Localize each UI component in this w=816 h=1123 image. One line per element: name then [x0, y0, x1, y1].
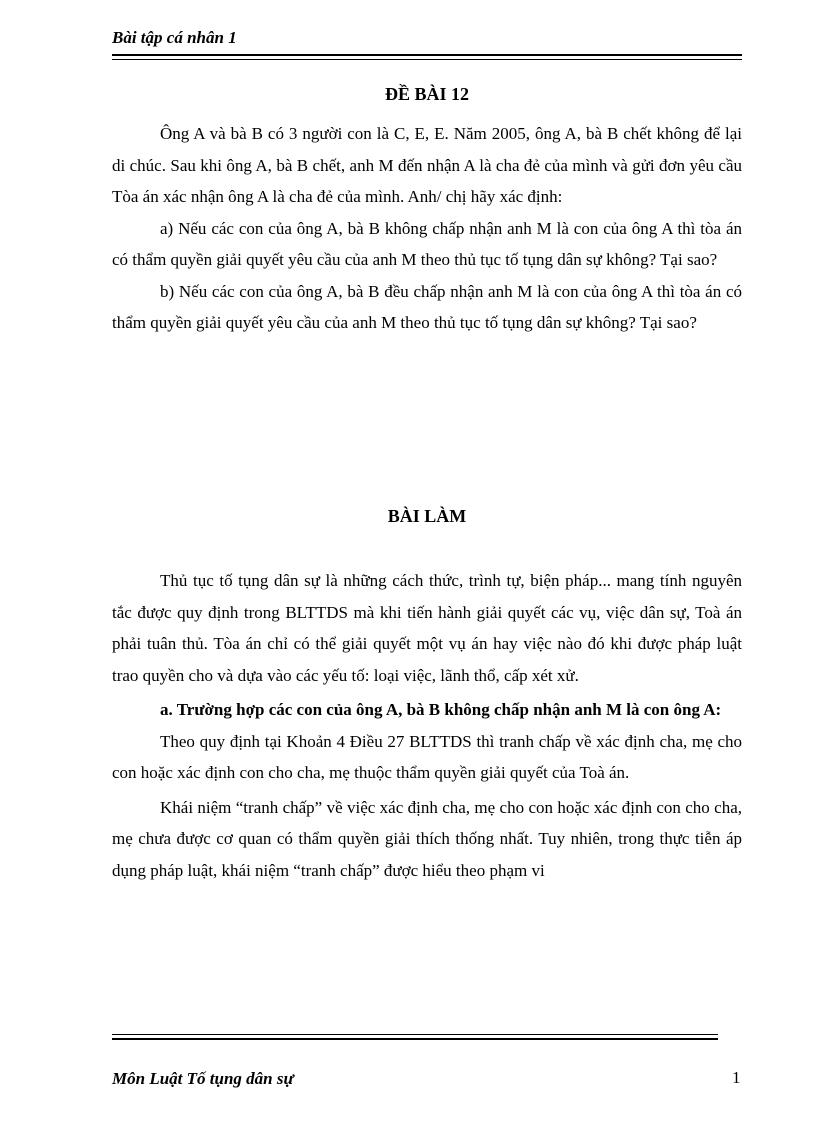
problem-heading: ĐỀ BÀI 12 — [384, 84, 469, 104]
footer-rule-thin — [112, 1034, 718, 1035]
header-rule-thin — [112, 59, 742, 60]
footer-subject: Môn Luật Tố tụng dân sự — [112, 1069, 294, 1088]
answer-intro: Thủ tục tố tụng dân sự là những cách thức, trình tự, biện pháp... mang tính nguyên tắc được quy định trong BLTTDS mà khi tiến hành giải quyết các vụ, việc dân sự, Toà án phải tuân thủ. Tòa án chỉ có thể giải quyết một vụ án hay việc nào đó khi được pháp luật trao quyền cho và dựa vào các yếu tố: loại việc, lãnh thổ, cấp xét xử. — [112, 571, 742, 685]
answer-heading: BÀI LÀM — [387, 506, 467, 526]
problem-question-b: b) Nếu các con của ông A, bà B đều chấp nhận anh M là con của ông A thì tòa án có thẩm quyền giải quyết yêu cầu của anh M theo thủ tục tố tụng dân sự không? Tại sao? — [112, 281, 742, 332]
problem-paragraph: Ông A và bà B có 3 người con là C, E, E. Năm 2005, ông A, bà B chết không để lại di chúc. Sau khi ông A, bà B chết, anh M đến nhận A là cha đẻ của mình và gửi đơn yêu cầu Tòa án xác nhận ông A là cha đẻ của mình. Anh/ chị hãy xác định: — [112, 124, 742, 206]
footer-rule-thick — [112, 1038, 718, 1040]
answer-paragraph-2: Khái niệm “tranh chấp” về việc xác định cha, mẹ cho con hoặc xác định con cho cha, mẹ chưa được cơ quan có thẩm quyền giải thích thống nhất. Tuy nhiên, trong thực tiễn áp dụng pháp luật, khái niệm “tranh chấp” được hiểu theo phạm vi — [112, 797, 742, 880]
problem-statement — [112, 118, 742, 339]
header-rule-thick — [112, 54, 742, 56]
answer-paragraph-1: Theo quy định tại Khoản 4 Điều 27 BLTTDS thì tranh chấp về xác định cha, mẹ cho con hoặc xác định con cho cha, mẹ thuộc thẩm quyền giải quyết của Toà án. — [112, 731, 742, 782]
section-a-title: a. Trường hợp các con của ông A, bà B không chấp nhận anh M là con ông A: — [160, 700, 722, 719]
page-header-title: Bài tập cá nhân 1 — [112, 28, 237, 47]
page-number: 1 — [732, 1068, 741, 1087]
problem-question-a: a) Nếu các con của ông A, bà B không chấp nhận anh M là con của ông A thì tòa án có thẩm quyền giải quyết yêu cầu của anh M theo thủ tục tố tụng dân sự không? Tại sao? — [112, 218, 742, 269]
answer-body — [112, 565, 742, 886]
